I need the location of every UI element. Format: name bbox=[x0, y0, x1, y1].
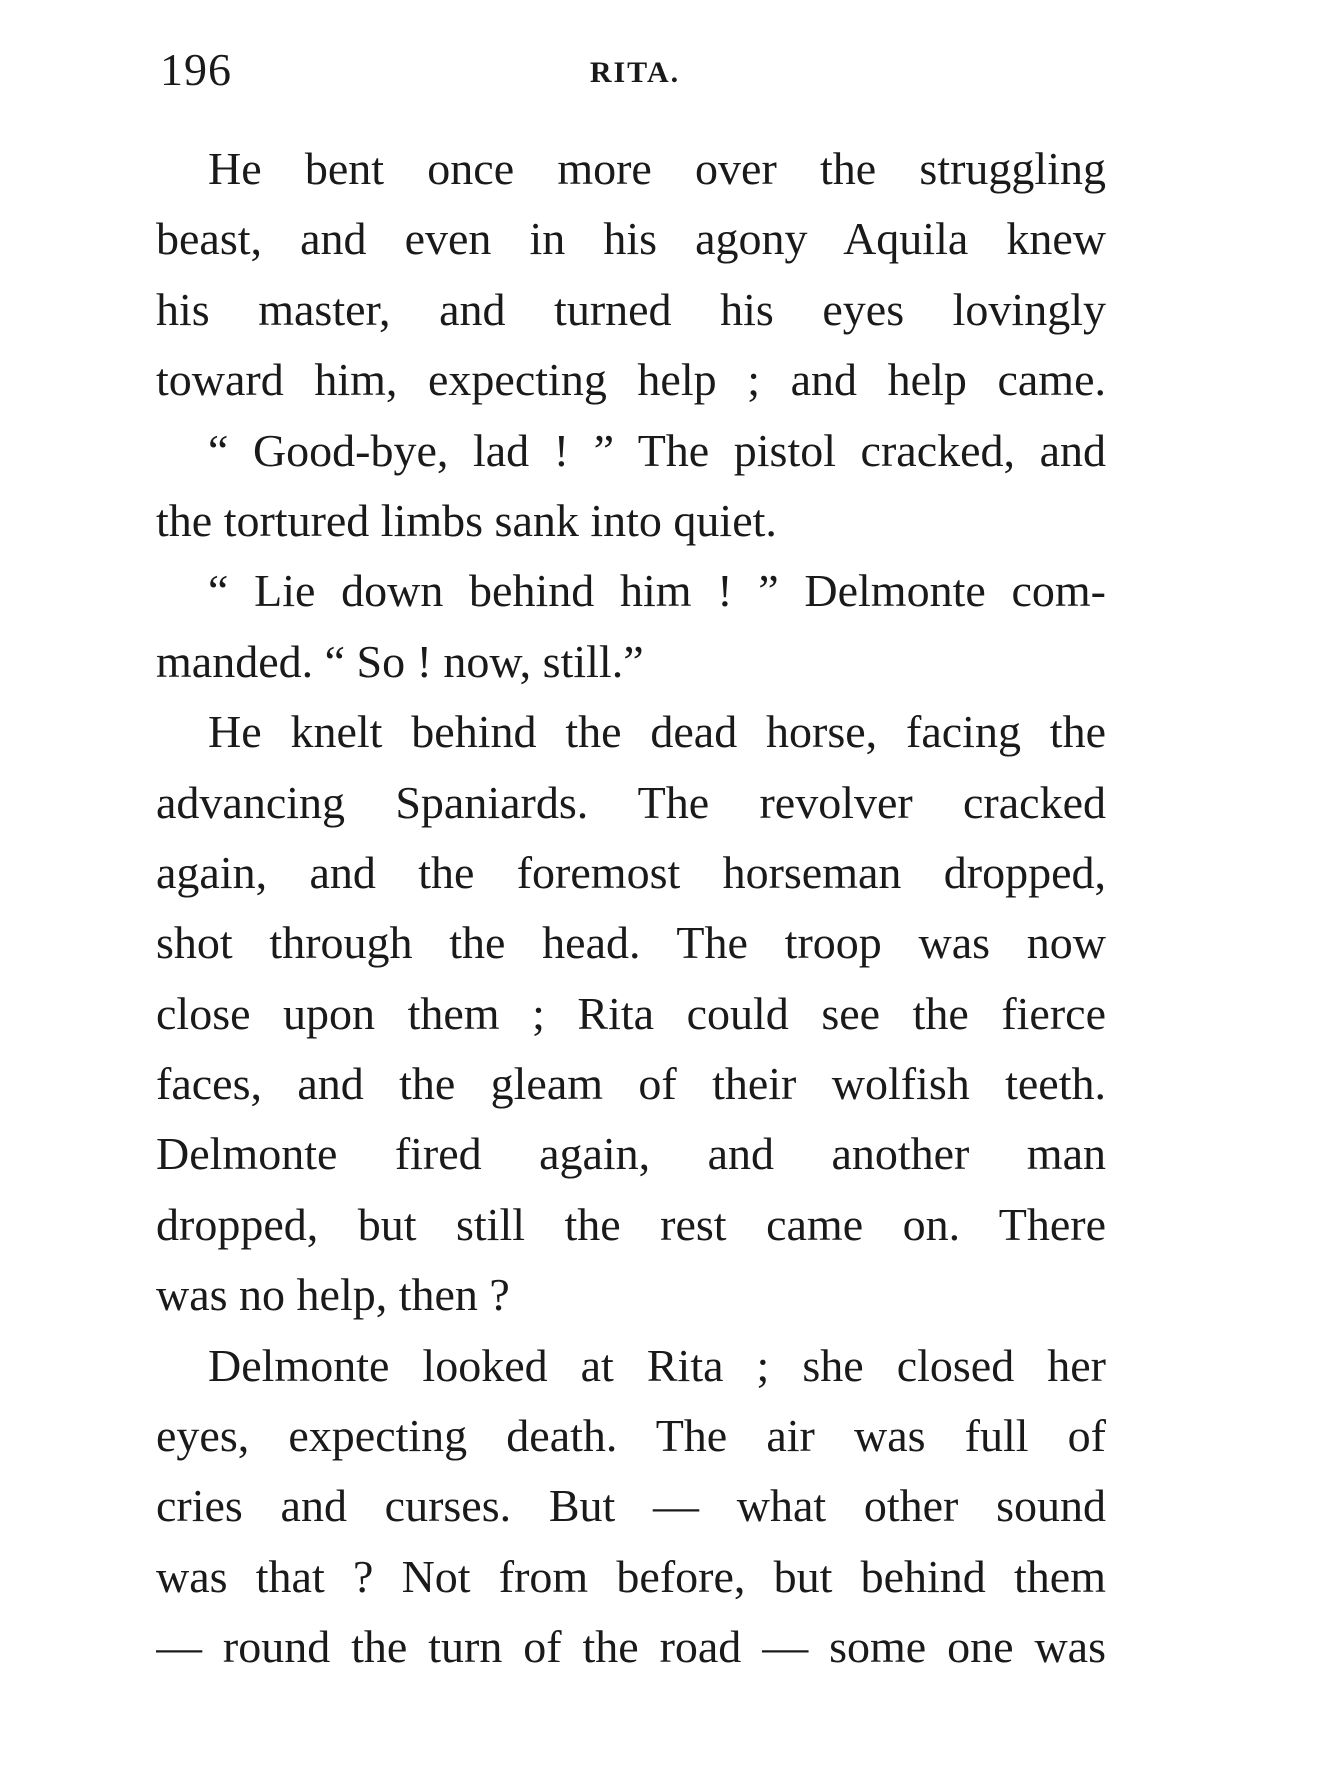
body-text bbox=[156, 134, 1106, 1683]
text-line: faces, and the gleam of their wolfish teeth. bbox=[156, 1058, 1106, 1110]
running-head bbox=[160, 40, 1110, 100]
text-line: beast, and even in his agony Aquila knew bbox=[156, 213, 1106, 265]
text-line: “ Good-bye, lad ! ” The pistol cracked, and bbox=[208, 424, 1106, 476]
text-line: shot through the head. The troop was now bbox=[156, 917, 1106, 969]
text-line: advancing Spaniards. The revolver cracked bbox=[156, 776, 1106, 828]
text-line: his master, and turned his eyes lovingly bbox=[156, 283, 1106, 335]
text-line: cries and curses. But — what other sound bbox=[156, 1480, 1106, 1532]
text-line: Delmonte looked at Rita ; she closed her bbox=[208, 1339, 1106, 1391]
text-line: was no help, then ? bbox=[156, 1269, 510, 1321]
text-line: the tortured limbs sank into quiet. bbox=[156, 494, 777, 546]
text-line: “ Lie down behind him ! ” Delmonte com- bbox=[208, 565, 1106, 617]
text-line: He knelt behind the dead horse, facing the bbox=[208, 706, 1106, 758]
running-title: RITA. bbox=[589, 56, 681, 89]
page-number: 196 bbox=[160, 44, 232, 95]
text-line: close upon them ; Rita could see the fierce bbox=[156, 987, 1106, 1039]
text-line: dropped, but still the rest came on. There bbox=[156, 1198, 1106, 1250]
text-line: — round the turn of the road — some one was bbox=[156, 1621, 1106, 1673]
text-line: was that ? Not from before, but behind them bbox=[156, 1550, 1106, 1602]
text-line: manded. “ So ! now, still.” bbox=[156, 635, 644, 687]
text-line: toward him, expecting help ; and help came. bbox=[156, 354, 1106, 406]
text-line: again, and the foremost horseman dropped, bbox=[156, 846, 1106, 898]
text-line: Delmonte fired again, and another man bbox=[156, 1128, 1106, 1180]
text-line: eyes, expecting death. The air was full of bbox=[156, 1410, 1106, 1462]
text-line: He bent once more over the struggling bbox=[208, 143, 1106, 194]
